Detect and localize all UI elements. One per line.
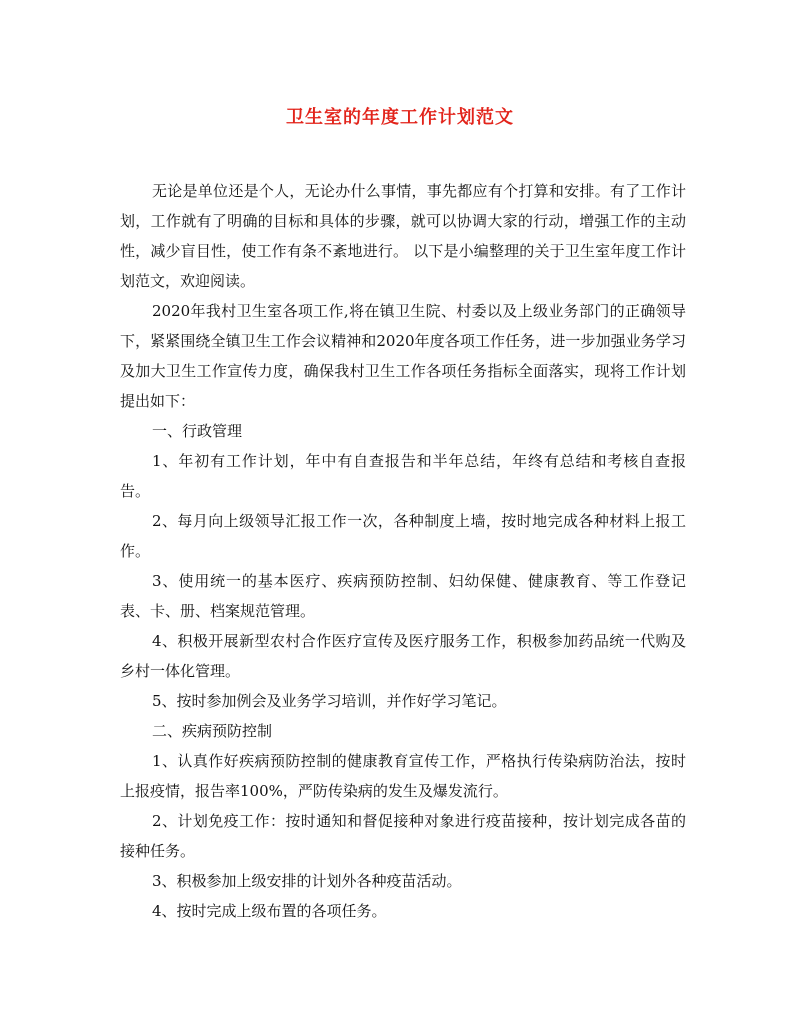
paragraph-intro: 无论是单位还是个人，无论办什么事情，事先都应有个打算和安排。有了工作计划，工作就有了明确的目标和具体的步骤，就可以协调大家的行动，增强工作的主动性，减少盲目性，使工作有条不紊地进行。 以下是小编整理的关于卫生室年度工作计划范文，欢迎阅读。 [120, 182, 686, 290]
list-item: 1、年初有工作计划，年中有自查报告和半年总结，年终有总结和考核自查报告。 [120, 452, 686, 500]
list-item: 2、计划免疫工作：按时通知和督促接种对象进行疫苗接种，按计划完成各苗的接种任务。 [120, 812, 686, 860]
document-body [120, 176, 686, 926]
section-heading-admin: 一、行政管理 [152, 422, 243, 440]
list-item: 3、积极参加上级安排的计划外各种疫苗活动。 [152, 872, 462, 890]
list-item: 3、使用统一的基本医疗、疾病预防控制、妇幼保健、健康教育、等工作登记表、卡、册、档案规范管理。 [120, 572, 686, 620]
paragraph-overview: 2020年我村卫生室各项工作,将在镇卫生院、村委以及上级业务部门的正确领导下，紧紧围绕全镇卫生工作会议精神和2020年度各项工作任务，进一步加强业务学习及加大卫生工作宣传力度，确保我村卫生工作各项任务指标全面落实，现将工作计划提出如下： [120, 302, 686, 410]
list-item: 2、每月向上级领导汇报工作一次，各种制度上墙，按时地完成各种材料上报工作。 [120, 512, 686, 560]
list-item: 1、认真作好疾病预防控制的健康教育宣传工作，严格执行传染病防治法，按时上报疫情，报告率100%，严防传染病的发生及爆发流行。 [120, 752, 686, 800]
list-item: 4、积极开展新型农村合作医疗宣传及医疗服务工作，积极参加药品统一代购及乡村一体化管理。 [120, 632, 686, 680]
document-title: 卫生室的年度工作计划范文 [286, 107, 514, 128]
list-item: 5、按时参加例会及业务学习培训，并作好学习笔记。 [152, 692, 507, 710]
section-heading-disease-control: 二、疾病预防控制 [152, 722, 273, 740]
list-item: 4、按时完成上级布置的各项任务。 [152, 902, 387, 920]
